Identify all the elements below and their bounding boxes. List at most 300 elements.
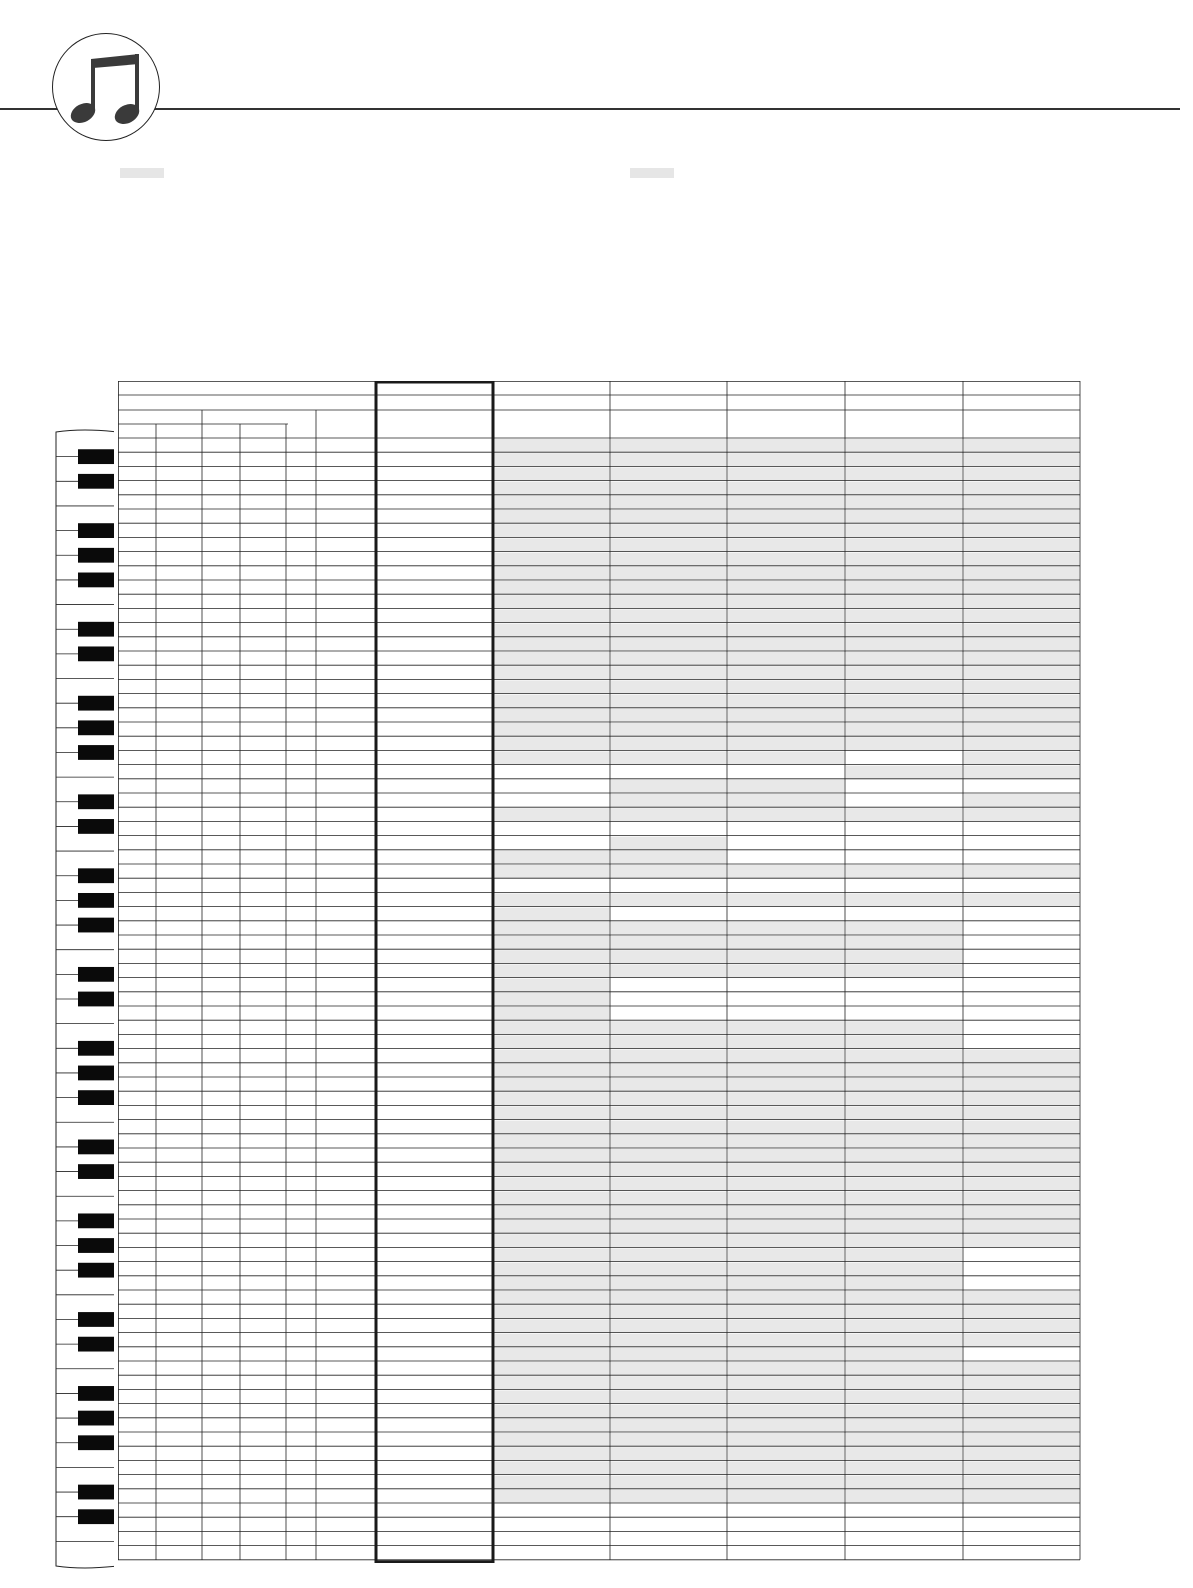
shaded-cell: [964, 1305, 1079, 1318]
black-key: [78, 1066, 114, 1081]
shaded-cell: [964, 893, 1079, 906]
shaded-cell: [728, 695, 844, 708]
shaded-cell: [846, 1433, 962, 1446]
shaded-cell: [846, 723, 962, 736]
shaded-cell: [495, 1277, 609, 1290]
shaded-cell: [728, 581, 844, 594]
shaded-cell: [846, 1163, 962, 1176]
shaded-cell: [611, 1490, 726, 1503]
shaded-cell: [964, 1192, 1079, 1205]
shaded-cell: [495, 1135, 609, 1148]
shaded-cell: [728, 893, 844, 906]
shaded-cell: [964, 1177, 1079, 1190]
black-key: [78, 1140, 114, 1155]
shaded-cell: [495, 1035, 609, 1048]
shaded-cell: [964, 1405, 1079, 1418]
shaded-cell: [611, 1220, 726, 1233]
shaded-cell: [611, 794, 726, 807]
black-key: [78, 1337, 114, 1352]
shaded-cell: [964, 709, 1079, 722]
shaded-cell: [964, 1419, 1079, 1432]
shaded-cell: [728, 1362, 844, 1375]
shaded-cell: [964, 524, 1079, 537]
shaded-cell: [728, 1092, 844, 1105]
shaded-cell: [728, 1291, 844, 1304]
shaded-cell: [611, 1177, 726, 1190]
shaded-cell: [495, 496, 609, 509]
shaded-cell: [611, 1035, 726, 1048]
shaded-cell: [611, 1461, 726, 1474]
shaded-cell: [846, 666, 962, 679]
black-key: [78, 1090, 114, 1105]
shaded-cell: [611, 1248, 726, 1261]
shaded-cell: [495, 1447, 609, 1460]
shaded-cell: [495, 1021, 609, 1034]
shaded-cell: [964, 666, 1079, 679]
shaded-cell: [495, 1419, 609, 1432]
shaded-cell: [495, 1362, 609, 1375]
shaded-cell: [846, 950, 962, 963]
shaded-cell: [846, 1334, 962, 1347]
shaded-cell: [846, 1263, 962, 1276]
shaded-cell: [728, 624, 844, 637]
shaded-cell: [846, 595, 962, 608]
shaded-cell: [728, 609, 844, 622]
shaded-cell: [964, 1433, 1079, 1446]
shaded-cell: [495, 1050, 609, 1063]
shaded-cell: [964, 1390, 1079, 1403]
shaded-cell: [846, 496, 962, 509]
shaded-cell: [728, 1192, 844, 1205]
shaded-cell: [846, 1220, 962, 1233]
shaded-cell: [964, 1234, 1079, 1247]
shaded-cell: [495, 993, 609, 1006]
shaded-cell: [846, 1319, 962, 1332]
shaded-cell: [846, 553, 962, 566]
black-key: [78, 1213, 114, 1228]
shaded-cell: [846, 1348, 962, 1361]
shaded-cell: [495, 1064, 609, 1077]
shaded-cell: [495, 1163, 609, 1176]
shaded-cell: [728, 467, 844, 480]
shaded-cell: [964, 1334, 1079, 1347]
shaded-cell: [846, 567, 962, 580]
shaded-cell: [495, 1177, 609, 1190]
shaded-cell: [728, 1106, 844, 1119]
shaded-cell: [964, 510, 1079, 523]
shaded-cell: [611, 553, 726, 566]
shaded-cell: [495, 1121, 609, 1134]
shaded-cell: [495, 709, 609, 722]
shaded-cell: [611, 1106, 726, 1119]
shaded-cell: [495, 467, 609, 480]
shaded-cell: [611, 1362, 726, 1375]
shaded-cell: [846, 524, 962, 537]
shaded-cell: [611, 936, 726, 949]
shaded-cell: [611, 851, 726, 864]
shaded-cell: [495, 1263, 609, 1276]
shaded-cell: [495, 666, 609, 679]
shaded-cell: [846, 1206, 962, 1219]
shaded-cell: [846, 964, 962, 977]
drum-map-grid: [118, 381, 1082, 1563]
shaded-cell: [846, 467, 962, 480]
shaded-cell: [846, 1064, 962, 1077]
piano-keyboard-graphic: [48, 428, 114, 1570]
shaded-cell: [964, 794, 1079, 807]
shaded-cell: [846, 609, 962, 622]
shaded-cell: [846, 581, 962, 594]
shaded-cell: [495, 453, 609, 466]
shaded-cell: [728, 538, 844, 551]
shaded-cell: [728, 1021, 844, 1034]
shaded-cell: [846, 1192, 962, 1205]
black-key: [78, 474, 114, 489]
shaded-cell: [495, 751, 609, 764]
shaded-cell: [495, 652, 609, 665]
shaded-cell: [611, 1192, 726, 1205]
shaded-cell: [728, 1334, 844, 1347]
shaded-cell: [728, 1476, 844, 1489]
shaded-cell: [964, 1220, 1079, 1233]
shaded-cell: [495, 1490, 609, 1503]
shaded-cell: [728, 1319, 844, 1332]
drum-map-table: [118, 381, 1082, 1563]
shaded-cell: [728, 482, 844, 495]
shaded-cell: [728, 1220, 844, 1233]
shaded-cell: [611, 1263, 726, 1276]
shaded-cell: [495, 908, 609, 921]
black-key: [78, 794, 114, 809]
shaded-cell: [495, 964, 609, 977]
shaded-cell: [728, 723, 844, 736]
shaded-cell: [611, 1334, 726, 1347]
shaded-cell: [495, 439, 609, 452]
shaded-cell: [728, 652, 844, 665]
shaded-cell: [846, 1419, 962, 1432]
shaded-cell: [611, 1064, 726, 1077]
shaded-cell: [964, 595, 1079, 608]
black-key: [78, 449, 114, 464]
shaded-cell: [495, 1092, 609, 1105]
shaded-cell: [611, 1163, 726, 1176]
black-key: [78, 1411, 114, 1426]
shaded-cell: [611, 1277, 726, 1290]
shaded-cell: [728, 808, 844, 821]
black-key: [78, 1041, 114, 1056]
highlighted-column: [376, 382, 493, 1562]
shaded-cell: [846, 893, 962, 906]
shaded-cell: [495, 922, 609, 935]
black-key: [78, 1509, 114, 1524]
shaded-cell: [964, 1078, 1079, 1091]
shaded-cell: [728, 1490, 844, 1503]
shaded-cell: [611, 624, 726, 637]
shaded-cell: [728, 794, 844, 807]
shaded-cell: [495, 680, 609, 693]
shaded-cell: [846, 1447, 962, 1460]
shaded-cell: [964, 695, 1079, 708]
shaded-cell: [846, 1248, 962, 1261]
shaded-cell: [846, 1277, 962, 1290]
shaded-cell: [495, 581, 609, 594]
shaded-cell: [611, 1078, 726, 1091]
shaded-cell: [495, 723, 609, 736]
shaded-cell: [846, 1291, 962, 1304]
shaded-cell: [495, 808, 609, 821]
shaded-cell: [728, 780, 844, 793]
shaded-cell: [611, 1206, 726, 1219]
shaded-cell: [728, 1050, 844, 1063]
shaded-cell: [611, 1405, 726, 1418]
shaded-cell: [728, 1163, 844, 1176]
shaded-cell: [964, 1206, 1079, 1219]
shaded-cell: [964, 865, 1079, 878]
shaded-cell: [964, 553, 1079, 566]
shaded-cell: [495, 1220, 609, 1233]
shaded-cell: [846, 1476, 962, 1489]
shaded-cell: [846, 1490, 962, 1503]
shaded-cell: [728, 453, 844, 466]
shaded-cell: [964, 1149, 1079, 1162]
shaded-cell: [728, 1121, 844, 1134]
shaded-cell: [495, 1007, 609, 1020]
black-key: [78, 622, 114, 637]
shaded-cell: [495, 1348, 609, 1361]
shaded-cell: [611, 1021, 726, 1034]
shaded-cell: [728, 1405, 844, 1418]
black-key: [78, 1435, 114, 1450]
shaded-cell: [728, 553, 844, 566]
shaded-cell: [964, 1376, 1079, 1389]
shaded-cell: [846, 1121, 962, 1134]
shaded-cell: [964, 1291, 1079, 1304]
shaded-cell: [728, 1149, 844, 1162]
shaded-cell: [964, 1319, 1079, 1332]
shaded-cell: [728, 638, 844, 651]
black-key: [78, 1263, 114, 1278]
black-key: [78, 696, 114, 711]
black-key: [78, 1312, 114, 1327]
header-rule: [0, 108, 1180, 110]
shaded-cell: [495, 851, 609, 864]
shaded-cell: [846, 680, 962, 693]
shaded-cell: [611, 439, 726, 452]
shaded-cell: [728, 950, 844, 963]
section-tab-right: [630, 168, 674, 178]
shaded-cell: [728, 595, 844, 608]
shaded-cell: [728, 1461, 844, 1474]
black-key: [78, 992, 114, 1007]
shaded-cell: [846, 638, 962, 651]
shaded-cell: [846, 624, 962, 637]
black-key: [78, 1386, 114, 1401]
shaded-cell: [495, 553, 609, 566]
shaded-cell: [611, 538, 726, 551]
shaded-cell: [495, 1248, 609, 1261]
shaded-cell: [728, 1419, 844, 1432]
shaded-cell: [495, 609, 609, 622]
shaded-cell: [728, 1206, 844, 1219]
shaded-cell: [728, 1277, 844, 1290]
shaded-cell: [964, 1135, 1079, 1148]
shaded-cell: [611, 737, 726, 750]
shaded-cell: [728, 496, 844, 509]
shaded-cell: [728, 964, 844, 977]
shaded-cell: [611, 1419, 726, 1432]
shaded-cell: [846, 922, 962, 935]
shaded-cell: [495, 1305, 609, 1318]
shaded-cell: [846, 1035, 962, 1048]
shaded-cell: [728, 524, 844, 537]
shaded-cell: [611, 1376, 726, 1389]
shaded-cell: [846, 1050, 962, 1063]
shaded-cell: [846, 1405, 962, 1418]
shaded-cell: [846, 1376, 962, 1389]
shaded-cell: [495, 1334, 609, 1347]
shaded-cell: [495, 1291, 609, 1304]
shaded-cell: [846, 1362, 962, 1375]
shaded-cell: [846, 766, 962, 779]
shaded-cell: [495, 1376, 609, 1389]
shaded-cell: [728, 510, 844, 523]
black-key: [78, 1238, 114, 1253]
shaded-cell: [964, 482, 1079, 495]
shaded-cell: [611, 723, 726, 736]
music-notes-icon: [52, 33, 160, 141]
shaded-cell: [611, 482, 726, 495]
shaded-cell: [846, 865, 962, 878]
shaded-cell: [728, 1433, 844, 1446]
shaded-cell: [495, 524, 609, 537]
shaded-cell: [846, 709, 962, 722]
shaded-cell: [495, 1234, 609, 1247]
black-key: [78, 868, 114, 883]
shaded-cell: [846, 1021, 962, 1034]
shaded-cell: [495, 1149, 609, 1162]
shaded-cell: [728, 1078, 844, 1091]
shaded-cell: [728, 865, 844, 878]
shaded-cell: [964, 1163, 1079, 1176]
shaded-cell: [846, 439, 962, 452]
shaded-cell: [495, 1206, 609, 1219]
shaded-cell: [846, 538, 962, 551]
shaded-cell: [611, 865, 726, 878]
shaded-cell: [611, 1121, 726, 1134]
shaded-cell: [611, 595, 726, 608]
shaded-cell: [611, 922, 726, 935]
shaded-cell: [728, 1248, 844, 1261]
shaded-cell: [964, 751, 1079, 764]
shaded-cell: [611, 950, 726, 963]
shaded-cell: [846, 1135, 962, 1148]
section-tab-left: [120, 168, 164, 178]
shaded-cell: [964, 1476, 1079, 1489]
shaded-cell: [728, 1263, 844, 1276]
black-key: [78, 720, 114, 735]
shaded-cell: [611, 1433, 726, 1446]
black-key: [78, 573, 114, 588]
shaded-cell: [728, 666, 844, 679]
shaded-cell: [846, 1461, 962, 1474]
shaded-cell: [611, 1234, 726, 1247]
shaded-cell: [611, 751, 726, 764]
shaded-cell: [495, 737, 609, 750]
shaded-cell: [846, 1092, 962, 1105]
shaded-cell: [611, 496, 726, 509]
shaded-cell: [846, 936, 962, 949]
shaded-cell: [495, 482, 609, 495]
shaded-cell: [964, 1461, 1079, 1474]
shaded-cell: [728, 936, 844, 949]
shaded-cell: [846, 695, 962, 708]
black-key: [78, 548, 114, 563]
shaded-cell: [846, 482, 962, 495]
shaded-cell: [611, 1348, 726, 1361]
shaded-cell: [728, 1064, 844, 1077]
shaded-cell: [611, 638, 726, 651]
shaded-cell: [964, 439, 1079, 452]
shaded-cell: [611, 808, 726, 821]
shaded-cell: [728, 1447, 844, 1460]
shaded-cell: [728, 1234, 844, 1247]
shaded-cell: [611, 567, 726, 580]
shaded-cell: [728, 1390, 844, 1403]
shaded-cell: [964, 1490, 1079, 1503]
shaded-cell: [611, 1291, 726, 1304]
shaded-cell: [964, 680, 1079, 693]
shaded-cell: [495, 624, 609, 637]
shaded-cell: [728, 1376, 844, 1389]
shaded-cell: [964, 766, 1079, 779]
shaded-cell: [964, 1092, 1079, 1105]
shaded-cell: [495, 1078, 609, 1091]
shaded-cell: [964, 496, 1079, 509]
shaded-cell: [964, 737, 1079, 750]
shaded-cell: [728, 1177, 844, 1190]
shaded-cell: [495, 1390, 609, 1403]
black-key: [78, 893, 114, 908]
shaded-cell: [611, 453, 726, 466]
shaded-cell: [728, 751, 844, 764]
shaded-cell: [611, 893, 726, 906]
shaded-cell: [964, 723, 1079, 736]
shaded-cell: [611, 1092, 726, 1105]
shaded-cell: [964, 1064, 1079, 1077]
shaded-cell: [846, 1177, 962, 1190]
shaded-cell: [495, 1319, 609, 1332]
shaded-cell: [964, 581, 1079, 594]
shaded-cell: [846, 1149, 962, 1162]
shaded-cell: [611, 652, 726, 665]
shaded-cell: [495, 1192, 609, 1205]
shaded-cell: [728, 1348, 844, 1361]
shaded-cell: [964, 1362, 1079, 1375]
shaded-cell: [611, 467, 726, 480]
black-key: [78, 967, 114, 982]
shaded-cell: [611, 1447, 726, 1460]
shaded-cell: [964, 1447, 1079, 1460]
shaded-cell: [495, 567, 609, 580]
shaded-cell: [611, 1319, 726, 1332]
shaded-cell: [495, 950, 609, 963]
shaded-cell: [495, 638, 609, 651]
black-key: [78, 646, 114, 661]
shaded-cell: [495, 1461, 609, 1474]
shaded-cell: [846, 453, 962, 466]
shaded-cell: [964, 1050, 1079, 1063]
shaded-cell: [846, 510, 962, 523]
